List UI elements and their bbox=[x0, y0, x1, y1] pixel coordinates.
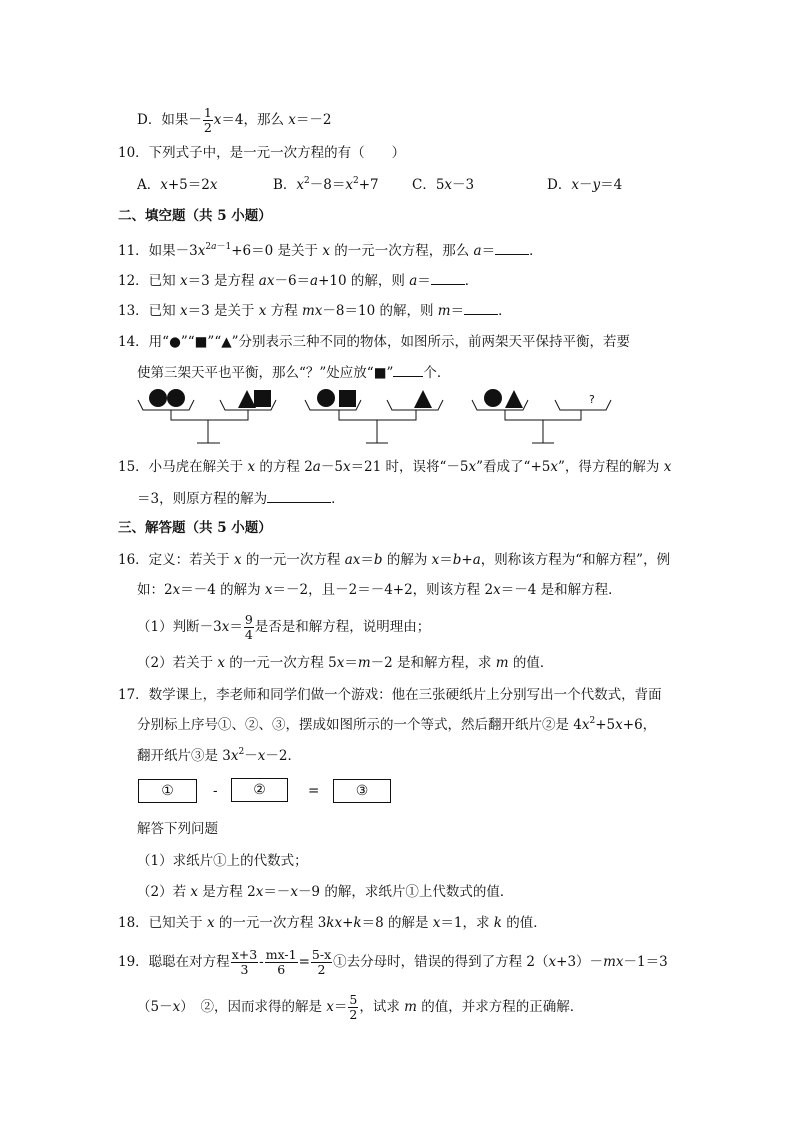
text: ”看成了“+5 bbox=[476, 459, 551, 475]
label: C．5 bbox=[412, 177, 445, 193]
frac-num: mx-1 bbox=[265, 947, 297, 962]
var: x bbox=[255, 884, 264, 900]
text: ＝ bbox=[450, 303, 465, 319]
frac-num: 1 bbox=[203, 105, 212, 120]
var: k bbox=[353, 915, 362, 931]
text: ） ②，因而求得的解是 bbox=[180, 999, 327, 1015]
frac-num: x+3 bbox=[231, 947, 258, 962]
text: 的一元一次方程 3 bbox=[214, 915, 327, 931]
sup: 2 bbox=[589, 716, 596, 726]
var: x bbox=[431, 552, 440, 568]
var: x bbox=[258, 303, 267, 319]
var: x bbox=[264, 582, 273, 598]
var: x bbox=[615, 717, 623, 733]
q19-line2 bbox=[137, 993, 583, 1022]
q9-d-prefix: D．如果－ bbox=[137, 112, 202, 128]
q14-line1: 14．用“●”“■”“▲”分别表示三种不同的物体，如图所示，前两架天平保持平衡，若要 bbox=[118, 334, 631, 350]
text: 如：2 bbox=[137, 582, 173, 598]
text: 18．已知关于 bbox=[118, 915, 207, 931]
q16-line2 bbox=[137, 580, 622, 600]
fraction bbox=[311, 948, 332, 977]
q12 bbox=[118, 270, 478, 291]
text: ＝ bbox=[360, 552, 374, 568]
operator: = bbox=[298, 954, 310, 970]
var: m bbox=[495, 655, 509, 671]
exp-var: a bbox=[211, 242, 217, 252]
square-icon bbox=[339, 390, 356, 407]
balance-scales-figure bbox=[130, 385, 630, 447]
text: 19．聪聪在对方程 bbox=[118, 954, 230, 970]
text: ，则称该方程为“和解方程”，例 bbox=[480, 552, 671, 568]
text: ＝4 bbox=[600, 177, 623, 193]
text: －9 的解，求纸片①上代数式的值． bbox=[297, 884, 514, 900]
text: 的一元一次方程 bbox=[241, 552, 345, 568]
operator: - bbox=[259, 954, 264, 970]
frac-num: 9 bbox=[244, 612, 253, 627]
text: ． bbox=[331, 491, 345, 507]
q10-option-b bbox=[273, 175, 379, 195]
var: x bbox=[571, 177, 579, 193]
var: x bbox=[247, 459, 256, 475]
var: x bbox=[581, 717, 590, 733]
text: －3 bbox=[452, 177, 475, 193]
exponent bbox=[205, 242, 231, 252]
answer-blank[interactable] bbox=[495, 240, 529, 255]
label: A． bbox=[137, 177, 161, 193]
text: －2． bbox=[265, 748, 301, 764]
var: x bbox=[326, 999, 334, 1015]
var: x bbox=[342, 459, 351, 475]
text: 的解为 bbox=[382, 552, 432, 568]
var: x bbox=[548, 954, 557, 970]
text: ＝－2 bbox=[295, 112, 332, 128]
var: x bbox=[550, 459, 558, 475]
q16-part2 bbox=[137, 653, 553, 673]
var: x bbox=[336, 655, 345, 671]
var: k bbox=[493, 915, 502, 931]
text: ，试求 bbox=[359, 999, 405, 1015]
triangle-icon bbox=[414, 390, 432, 408]
fraction bbox=[231, 948, 258, 977]
text: +6， bbox=[622, 717, 657, 733]
text: +6＝0 是关于 bbox=[231, 243, 323, 259]
var: x bbox=[257, 748, 266, 764]
circle-icon bbox=[484, 389, 502, 407]
question-mark: ? bbox=[589, 393, 595, 406]
text: ＝21 时，误将“－5 bbox=[350, 459, 469, 475]
triangle-icon bbox=[238, 390, 256, 408]
q16-part1 bbox=[137, 613, 430, 642]
var: x bbox=[345, 177, 353, 193]
text: 13．已知 bbox=[118, 303, 180, 319]
answer-blank[interactable] bbox=[267, 488, 331, 503]
q17-line3 bbox=[137, 746, 301, 766]
q17-line2 bbox=[137, 715, 656, 735]
fraction bbox=[265, 948, 298, 977]
answer-blank[interactable] bbox=[464, 300, 498, 315]
text: 的方程 2 bbox=[255, 459, 313, 475]
text: ＝ bbox=[344, 655, 358, 671]
text: ． bbox=[464, 273, 479, 289]
exp-part: －1 bbox=[216, 242, 232, 252]
text: （5－ bbox=[137, 999, 173, 1015]
text: ＝4，那么 bbox=[221, 112, 289, 128]
var: x bbox=[230, 748, 239, 764]
triangle-icon bbox=[505, 390, 523, 408]
var: a bbox=[473, 243, 482, 259]
q9-d-fraction bbox=[203, 106, 213, 135]
var: m bbox=[404, 999, 417, 1015]
sup: 2 bbox=[304, 176, 310, 186]
frac-den: 3 bbox=[240, 962, 249, 977]
text: 翻开纸片③是 3 bbox=[137, 748, 231, 764]
circle-icon bbox=[317, 389, 335, 407]
text: + bbox=[342, 915, 354, 931]
text: 的值． bbox=[501, 915, 547, 931]
text: －1＝3 bbox=[623, 954, 668, 970]
q19-line1 bbox=[118, 948, 668, 977]
label: D． bbox=[547, 177, 572, 193]
frac-den: 2 bbox=[203, 120, 212, 135]
var: x bbox=[217, 655, 226, 671]
var: x bbox=[468, 459, 477, 475]
square-icon bbox=[254, 390, 271, 407]
text: 12．已知 bbox=[118, 273, 180, 289]
text: 是方程 2 bbox=[198, 884, 256, 900]
frac-den: 2 bbox=[349, 1007, 358, 1022]
text: －8＝10 的解，则 bbox=[322, 303, 438, 319]
text: 的一元一次方程，那么 bbox=[329, 243, 474, 259]
section-2-title: 二、填空题（共 5 小题） bbox=[118, 208, 272, 224]
frac-num: 5 bbox=[349, 992, 358, 1007]
q13 bbox=[118, 300, 512, 321]
q10-option-d bbox=[547, 175, 622, 195]
text: +7 bbox=[358, 177, 379, 193]
var: x bbox=[190, 884, 199, 900]
text: －6＝ bbox=[274, 273, 311, 289]
text: ＝ bbox=[481, 243, 496, 259]
var: x bbox=[221, 619, 230, 635]
text: 的一元一次方程 5 bbox=[225, 655, 337, 671]
text: ． bbox=[498, 303, 512, 319]
var: x bbox=[290, 884, 298, 900]
q18 bbox=[118, 913, 547, 933]
text: +3）－ bbox=[556, 954, 604, 970]
card-1: ① bbox=[138, 779, 197, 803]
text: ＝ bbox=[229, 619, 243, 635]
text: ＝3 是关于 bbox=[187, 303, 259, 319]
var: x bbox=[206, 915, 215, 931]
text: ＝ bbox=[417, 273, 431, 289]
text: 个． bbox=[423, 365, 451, 381]
circle-icon bbox=[167, 389, 185, 407]
sup: 2 bbox=[238, 747, 245, 757]
var: b+a bbox=[452, 552, 481, 568]
q10-option-a bbox=[137, 175, 218, 195]
text: ＝3，则原方程的解为 bbox=[137, 491, 268, 507]
var: a bbox=[409, 273, 418, 289]
text: －2 是和解方程，求 bbox=[370, 655, 496, 671]
q16-line1 bbox=[118, 550, 670, 570]
var: ax bbox=[344, 552, 361, 568]
text: 方程 bbox=[266, 303, 302, 319]
text: 11．如果－3 bbox=[118, 243, 198, 259]
text: ＝ bbox=[333, 999, 348, 1015]
var: kx bbox=[326, 915, 343, 931]
var: x bbox=[322, 243, 330, 259]
text: ． bbox=[529, 243, 543, 259]
sup: 2 bbox=[353, 176, 359, 186]
text: ＝－ bbox=[263, 884, 291, 900]
fraction bbox=[348, 993, 358, 1022]
var: a bbox=[312, 459, 321, 475]
text: ＝－2，且－2＝－4+2，则该方程 2 bbox=[272, 582, 494, 598]
text: ＝－4 是和解方程． bbox=[500, 582, 622, 598]
q10-stem: 10．下列式子中，是一元一次方程的有（ ） bbox=[118, 145, 406, 161]
text: －5 bbox=[320, 459, 343, 475]
var: x bbox=[160, 177, 168, 193]
circle-icon bbox=[149, 389, 167, 407]
var: x bbox=[288, 112, 296, 128]
text: － bbox=[578, 177, 593, 193]
var: x bbox=[493, 582, 501, 598]
text: ＝8 的解是 bbox=[361, 915, 433, 931]
answer-blank[interactable] bbox=[393, 362, 423, 377]
q10-option-c bbox=[412, 175, 474, 195]
var: x bbox=[209, 177, 218, 193]
text: －8＝ bbox=[309, 177, 346, 193]
q9-option-d bbox=[137, 106, 332, 135]
text: 分别标上序号①、②、③，摆成如图所示的一个等式，然后翻开纸片②是 4 bbox=[137, 717, 582, 733]
text: +10 的解，则 bbox=[318, 273, 410, 289]
var: mx bbox=[603, 954, 624, 970]
text: 是否是和解方程，说明理由； bbox=[254, 619, 431, 635]
var: m bbox=[437, 303, 451, 319]
text: ＝1，求 bbox=[440, 915, 494, 931]
var: x bbox=[213, 112, 222, 128]
text: 15．小马虎在解关于 bbox=[118, 459, 248, 475]
q14-line2 bbox=[137, 362, 450, 383]
var: x bbox=[172, 999, 181, 1015]
text: +5＝2 bbox=[167, 177, 210, 193]
frac-den: 4 bbox=[244, 627, 253, 642]
var: ax bbox=[258, 273, 275, 289]
var: y bbox=[592, 177, 601, 193]
var: x bbox=[197, 243, 206, 259]
text: ①去分母时，错误的得到了方程 2（ bbox=[333, 954, 549, 970]
var: x bbox=[432, 915, 441, 931]
var: mx bbox=[302, 303, 323, 319]
q17-part2 bbox=[137, 882, 513, 902]
text: （1）判断－3 bbox=[137, 619, 222, 635]
text: ＝－4 的解为 bbox=[180, 582, 265, 598]
minus-sign: - bbox=[213, 783, 218, 799]
q17-line1: 17．数学课上，李老师和同学们做一个游戏：他在三张硬纸片上分别写出一个代数式，背面 bbox=[118, 687, 662, 703]
equals-sign: = bbox=[308, 783, 320, 799]
var: x bbox=[179, 303, 188, 319]
var: b bbox=[373, 552, 383, 568]
text: 的值，并求方程的正确解． bbox=[416, 999, 584, 1015]
label: B． bbox=[273, 177, 297, 193]
q15-line1 bbox=[118, 457, 671, 477]
frac-den: 2 bbox=[317, 962, 326, 977]
text: ＝3 是方程 bbox=[187, 273, 259, 289]
frac-num: 5-x bbox=[311, 947, 332, 962]
var: a bbox=[310, 273, 319, 289]
var: x bbox=[172, 582, 181, 598]
text: ＝ bbox=[439, 552, 453, 568]
card-2: ② bbox=[231, 778, 288, 802]
text: ”，得方程的解为 bbox=[558, 459, 664, 475]
q15-line2 bbox=[137, 488, 345, 509]
var: x bbox=[444, 177, 453, 193]
q11 bbox=[118, 240, 543, 261]
text: +5 bbox=[595, 717, 616, 733]
text: 使第三架天平也平衡，那么“？”处应放“■” bbox=[137, 365, 394, 381]
exp-part: 2 bbox=[205, 242, 212, 252]
text: 16．定义：若关于 bbox=[118, 552, 234, 568]
q17-part1: （1）求纸片①上的代数式； bbox=[137, 853, 308, 869]
frac-den: 6 bbox=[277, 962, 286, 977]
fraction bbox=[244, 613, 254, 642]
var: x bbox=[663, 459, 672, 475]
var: x bbox=[179, 273, 188, 289]
var: x bbox=[296, 177, 305, 193]
answer-blank[interactable] bbox=[431, 270, 465, 285]
text: 的值． bbox=[508, 655, 554, 671]
section-3-title: 三、解答题（共 5 小题） bbox=[118, 520, 272, 536]
var: x bbox=[233, 552, 242, 568]
text: （2）若 bbox=[137, 884, 191, 900]
text: （2）若关于 bbox=[137, 655, 218, 671]
var: m bbox=[357, 655, 371, 671]
q17-instruction: 解答下列问题 bbox=[137, 821, 218, 837]
text: － bbox=[244, 748, 258, 764]
card-3: ③ bbox=[333, 779, 391, 803]
